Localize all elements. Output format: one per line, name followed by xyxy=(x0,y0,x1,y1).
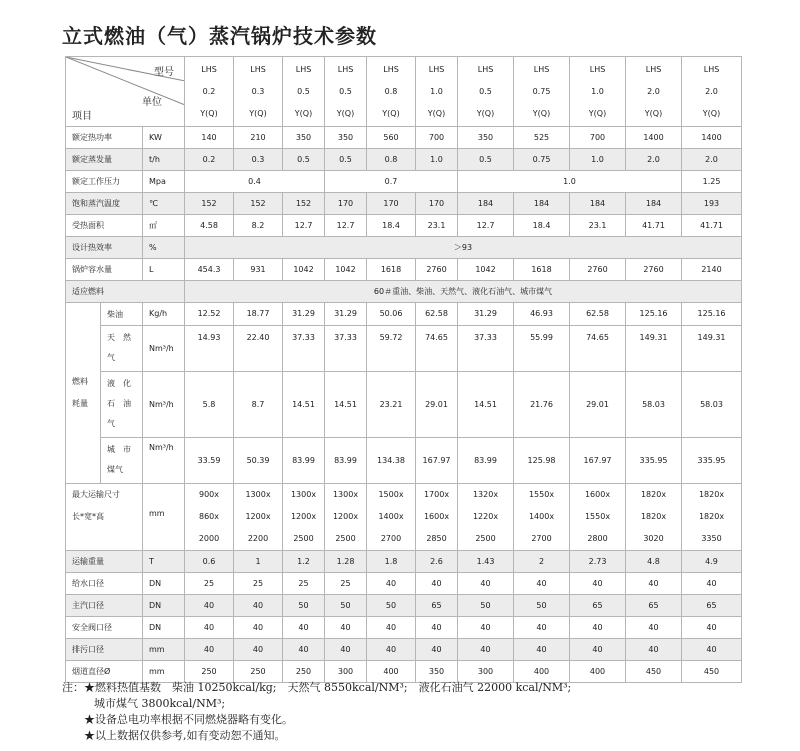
value-cell: 450 xyxy=(682,661,742,683)
value-cell: 184 xyxy=(514,193,570,215)
value-cell: 40 xyxy=(514,639,570,661)
value-cell: 0.5 xyxy=(325,149,367,171)
table-row xyxy=(66,259,742,281)
page-title: 立式燃油（气）蒸汽锅炉技术参数 xyxy=(62,24,377,48)
row-unit: T xyxy=(143,551,185,573)
value-cell: 1820x 1820x 3350 xyxy=(682,484,742,551)
table-row xyxy=(66,149,742,171)
table-row xyxy=(66,281,742,303)
row-unit: Kg/h xyxy=(143,303,185,326)
value-cell: 50.39 xyxy=(234,438,283,484)
value-cell: 5.8 xyxy=(185,372,234,438)
row-label: 烟道直径Ø xyxy=(66,661,143,683)
value-cell: 400 xyxy=(514,661,570,683)
value-cell: 40 xyxy=(626,617,682,639)
value-cell: 560 xyxy=(367,127,416,149)
item-label: 项目 xyxy=(72,111,92,122)
value-cell: 1.0 xyxy=(458,171,682,193)
value-cell: 1320x 1220x 2500 xyxy=(458,484,514,551)
value-cell: 74.65 xyxy=(416,326,458,372)
note-line: 城市煤气 3800kcal/NM³; xyxy=(94,697,226,710)
value-cell: 0.2 xyxy=(185,149,234,171)
value-cell: 2140 xyxy=(682,259,742,281)
value-cell: 40 xyxy=(570,573,626,595)
table-row xyxy=(66,573,742,595)
value-cell: 40 xyxy=(367,639,416,661)
value-cell: 33.59 xyxy=(185,438,234,484)
value-cell: 2760 xyxy=(416,259,458,281)
value-cell: 170 xyxy=(367,193,416,215)
value-cell: 25 xyxy=(325,573,367,595)
table-row xyxy=(66,372,742,438)
value-cell: 40 xyxy=(367,573,416,595)
value-cell: 700 xyxy=(570,127,626,149)
value-cell: 40 xyxy=(682,639,742,661)
value-cell: 300 xyxy=(458,661,514,683)
value-cell: 58.03 xyxy=(626,372,682,438)
row-label: 适应燃料 xyxy=(66,281,185,303)
value-cell: 1700x 1600x 2850 xyxy=(416,484,458,551)
row-unit: DN xyxy=(143,595,185,617)
value-cell: 29.01 xyxy=(416,372,458,438)
value-cell: 0.6 xyxy=(185,551,234,573)
row-unit: ℃ xyxy=(143,193,185,215)
value-cell: 46.93 xyxy=(514,303,570,326)
value-cell: 65 xyxy=(570,595,626,617)
value-cell: 400 xyxy=(367,661,416,683)
value-cell: 1820x 1820x 3020 xyxy=(626,484,682,551)
value-cell: 65 xyxy=(682,595,742,617)
table-row xyxy=(66,127,742,149)
row-label: 额定蒸发量 xyxy=(66,149,143,171)
value-cell: 2760 xyxy=(626,259,682,281)
value-cell: 1.0 xyxy=(416,149,458,171)
table-row xyxy=(66,215,742,237)
value-cell: 62.58 xyxy=(570,303,626,326)
value-cell: 250 xyxy=(283,661,325,683)
row-label: 设计热效率 xyxy=(66,237,143,259)
spec-table xyxy=(65,56,742,683)
row-unit: mm xyxy=(143,661,185,683)
row-label: 安全阀口径 xyxy=(66,617,143,639)
model-header: LHS 2.0 Y(Q) xyxy=(626,57,682,127)
value-cell: 1300x 1200x 2200 xyxy=(234,484,283,551)
table-row xyxy=(66,484,742,551)
value-cell: 1618 xyxy=(514,259,570,281)
value-cell: 83.99 xyxy=(325,438,367,484)
table-row xyxy=(66,326,742,372)
value-cell: 41.71 xyxy=(682,215,742,237)
value-cell: 40 xyxy=(514,573,570,595)
value-cell: 25 xyxy=(234,573,283,595)
model-header: LHS 2.0 Y(Q) xyxy=(682,57,742,127)
header-corner xyxy=(66,57,185,127)
row-unit: % xyxy=(143,237,185,259)
row-label: 饱和蒸汽温度 xyxy=(66,193,143,215)
value-cell: 18.4 xyxy=(514,215,570,237)
row-label: 锅炉容水量 xyxy=(66,259,143,281)
value-cell: 210 xyxy=(234,127,283,149)
value-cell: 14.51 xyxy=(325,372,367,438)
value-cell: 40 xyxy=(185,595,234,617)
value-cell: 2.0 xyxy=(626,149,682,171)
value-cell: 1618 xyxy=(367,259,416,281)
value-cell: 152 xyxy=(185,193,234,215)
value-cell: 2760 xyxy=(570,259,626,281)
value-cell: 40 xyxy=(682,617,742,639)
value-cell: 12.7 xyxy=(325,215,367,237)
value-cell: 1.43 xyxy=(458,551,514,573)
value-cell: 1500x 1400x 2700 xyxy=(367,484,416,551)
value-cell: 1042 xyxy=(458,259,514,281)
value-cell: 1 xyxy=(234,551,283,573)
row-label: 最大运输尺寸 长*宽*高 xyxy=(66,484,143,551)
consumption-label: 燃料 耗量 xyxy=(66,303,101,484)
table-row xyxy=(66,57,742,127)
value-cell: 40 xyxy=(367,617,416,639)
value-cell: 1400 xyxy=(626,127,682,149)
value-cell: 184 xyxy=(570,193,626,215)
value-cell: 40 xyxy=(570,639,626,661)
value-cell: 29.01 xyxy=(570,372,626,438)
fuel-type-label: 天 然 气 xyxy=(101,326,143,372)
value-cell: 152 xyxy=(283,193,325,215)
value-cell: 1300x 1200x 2500 xyxy=(325,484,367,551)
row-label: 给水口径 xyxy=(66,573,143,595)
table-row xyxy=(66,639,742,661)
value-cell: 170 xyxy=(325,193,367,215)
value-cell: 1.2 xyxy=(283,551,325,573)
value-cell: 18.77 xyxy=(234,303,283,326)
model-label: 型号 xyxy=(154,67,174,78)
row-unit: DN xyxy=(143,573,185,595)
value-cell: 0.3 xyxy=(234,149,283,171)
value-cell: 0.8 xyxy=(367,149,416,171)
value-cell: 40 xyxy=(682,573,742,595)
value-cell: 525 xyxy=(514,127,570,149)
value-cell: 40 xyxy=(185,617,234,639)
table-row xyxy=(66,171,742,193)
value-cell: 184 xyxy=(626,193,682,215)
value-cell: 37.33 xyxy=(325,326,367,372)
value-cell: 0.75 xyxy=(514,149,570,171)
model-header: LHS 0.5 Y(Q) xyxy=(325,57,367,127)
value-cell: 83.99 xyxy=(283,438,325,484)
value-cell: 0.7 xyxy=(325,171,458,193)
row-unit: DN xyxy=(143,617,185,639)
value-cell: 40 xyxy=(458,639,514,661)
note-line: ★以上数据仅供参考,如有变动恕不通知。 xyxy=(84,729,286,742)
value-cell: 40 xyxy=(325,617,367,639)
value-cell: 335.95 xyxy=(626,438,682,484)
value-cell: 50 xyxy=(514,595,570,617)
value-cell: 40 xyxy=(514,617,570,639)
value-cell: 83.99 xyxy=(458,438,514,484)
notes xyxy=(62,680,571,744)
value-cell: 250 xyxy=(185,661,234,683)
model-header: LHS 0.5 Y(Q) xyxy=(458,57,514,127)
value-cell: 149.31 xyxy=(626,326,682,372)
value-cell: 62.58 xyxy=(416,303,458,326)
value-cell: 2.73 xyxy=(570,551,626,573)
model-header: LHS 1.0 Y(Q) xyxy=(416,57,458,127)
row-unit: Nm³/h xyxy=(143,438,185,484)
value-cell: 40 xyxy=(234,617,283,639)
model-header: LHS 0.3 Y(Q) xyxy=(234,57,283,127)
value-cell: 931 xyxy=(234,259,283,281)
value-cell: 170 xyxy=(416,193,458,215)
value-cell: 40 xyxy=(416,617,458,639)
table-body xyxy=(66,57,742,683)
value-cell: 65 xyxy=(416,595,458,617)
value-cell: 0.5 xyxy=(458,149,514,171)
value-cell: 40 xyxy=(283,617,325,639)
value-cell: 50 xyxy=(458,595,514,617)
value-cell: 65 xyxy=(626,595,682,617)
value-cell: 1400 xyxy=(682,127,742,149)
value-cell: 12.7 xyxy=(458,215,514,237)
value-cell: 22.40 xyxy=(234,326,283,372)
row-label: 受热面积 xyxy=(66,215,143,237)
value-cell: 1550x 1400x 2700 xyxy=(514,484,570,551)
value-cell: 1042 xyxy=(283,259,325,281)
value-cell: 40 xyxy=(185,639,234,661)
value-cell: 40 xyxy=(458,573,514,595)
value-cell: 21.76 xyxy=(514,372,570,438)
value-cell: 40 xyxy=(325,639,367,661)
value-cell: 23.1 xyxy=(416,215,458,237)
value-cell: 40 xyxy=(626,573,682,595)
value-cell: 300 xyxy=(325,661,367,683)
value-cell: 450 xyxy=(626,661,682,683)
value-cell: 12.52 xyxy=(185,303,234,326)
table-row xyxy=(66,595,742,617)
value-cell: 193 xyxy=(682,193,742,215)
value-cell: 1.28 xyxy=(325,551,367,573)
value-cell: 40 xyxy=(234,595,283,617)
value-cell: 50 xyxy=(325,595,367,617)
value-cell: 25 xyxy=(283,573,325,595)
unit-label: 单位 xyxy=(142,97,162,108)
value-cell: 350 xyxy=(458,127,514,149)
row-label: 额定工作压力 xyxy=(66,171,143,193)
row-unit: KW xyxy=(143,127,185,149)
value-cell: 40 xyxy=(283,639,325,661)
row-unit: t/h xyxy=(143,149,185,171)
value-cell: 14.51 xyxy=(458,372,514,438)
value-cell: ＞93 xyxy=(185,237,742,259)
model-header: LHS 0.2 Y(Q) xyxy=(185,57,234,127)
value-cell: 37.33 xyxy=(458,326,514,372)
fuel-type-label: 柴油 xyxy=(101,303,143,326)
value-cell: 40 xyxy=(458,617,514,639)
row-unit: L xyxy=(143,259,185,281)
table-row xyxy=(66,551,742,573)
value-cell: 60＃重油、柴油、天然气、液化石油气、城市煤气 xyxy=(185,281,742,303)
value-cell: 134.38 xyxy=(367,438,416,484)
note-line: ★设备总电功率根据不同燃烧器略有变化。 xyxy=(84,713,293,726)
value-cell: 55.99 xyxy=(514,326,570,372)
value-cell: 1042 xyxy=(325,259,367,281)
value-cell: 23.21 xyxy=(367,372,416,438)
row-unit: Mpa xyxy=(143,171,185,193)
table-row xyxy=(66,303,742,326)
value-cell: 74.65 xyxy=(570,326,626,372)
value-cell: 400 xyxy=(570,661,626,683)
row-label: 额定热功率 xyxy=(66,127,143,149)
row-unit: ㎡ xyxy=(143,215,185,237)
value-cell: 2.6 xyxy=(416,551,458,573)
row-unit: mm xyxy=(143,484,185,551)
model-header: LHS 0.5 Y(Q) xyxy=(283,57,325,127)
value-cell: 31.29 xyxy=(458,303,514,326)
value-cell: 350 xyxy=(283,127,325,149)
table-row xyxy=(66,617,742,639)
value-cell: 1.25 xyxy=(682,171,742,193)
value-cell: 140 xyxy=(185,127,234,149)
value-cell: 59.72 xyxy=(367,326,416,372)
table-row xyxy=(66,237,742,259)
value-cell: 125.98 xyxy=(514,438,570,484)
value-cell: 31.29 xyxy=(283,303,325,326)
value-cell: 0.4 xyxy=(185,171,325,193)
value-cell: 1300x 1200x 2500 xyxy=(283,484,325,551)
value-cell: 167.97 xyxy=(416,438,458,484)
value-cell: 4.8 xyxy=(626,551,682,573)
value-cell: 900x 860x 2000 xyxy=(185,484,234,551)
row-label: 排污口径 xyxy=(66,639,143,661)
value-cell: 125.16 xyxy=(626,303,682,326)
value-cell: 1.8 xyxy=(367,551,416,573)
note-line: 注：★燃料热值基数 柴油 10250kcal/kg; 天然气 8550kcal/NM³; 液化石油气 22000 kcal/NM³; xyxy=(62,681,572,694)
table-row xyxy=(66,193,742,215)
value-cell: 40 xyxy=(234,639,283,661)
value-cell: 1600x 1550x 2800 xyxy=(570,484,626,551)
model-header: LHS 1.0 Y(Q) xyxy=(570,57,626,127)
row-unit: mm xyxy=(143,639,185,661)
model-header: LHS 0.75 Y(Q) xyxy=(514,57,570,127)
value-cell: 25 xyxy=(185,573,234,595)
value-cell: 23.1 xyxy=(570,215,626,237)
value-cell: 350 xyxy=(416,661,458,683)
value-cell: 14.51 xyxy=(283,372,325,438)
value-cell: 40 xyxy=(416,573,458,595)
value-cell: 125.16 xyxy=(682,303,742,326)
value-cell: 31.29 xyxy=(325,303,367,326)
value-cell: 2 xyxy=(514,551,570,573)
row-label: 运输重量 xyxy=(66,551,143,573)
value-cell: 1.0 xyxy=(570,149,626,171)
value-cell: 14.93 xyxy=(185,326,234,372)
value-cell: 41.71 xyxy=(626,215,682,237)
table-row xyxy=(66,438,742,484)
fuel-type-label: 城 市 煤气 xyxy=(101,438,143,484)
value-cell: 8.7 xyxy=(234,372,283,438)
value-cell: 250 xyxy=(234,661,283,683)
value-cell: 149.31 xyxy=(682,326,742,372)
value-cell: 40 xyxy=(626,639,682,661)
value-cell: 50 xyxy=(283,595,325,617)
value-cell: 454.3 xyxy=(185,259,234,281)
value-cell: 152 xyxy=(234,193,283,215)
value-cell: 167.97 xyxy=(570,438,626,484)
value-cell: 40 xyxy=(570,617,626,639)
value-cell: 58.03 xyxy=(682,372,742,438)
value-cell: 4.9 xyxy=(682,551,742,573)
value-cell: 350 xyxy=(325,127,367,149)
row-label: 主汽口径 xyxy=(66,595,143,617)
value-cell: 8.2 xyxy=(234,215,283,237)
row-unit: Nm³/h xyxy=(143,372,185,438)
value-cell: 184 xyxy=(458,193,514,215)
value-cell: 50.06 xyxy=(367,303,416,326)
value-cell: 12.7 xyxy=(283,215,325,237)
row-unit: Nm³/h xyxy=(143,326,185,372)
value-cell: 18.4 xyxy=(367,215,416,237)
model-header: LHS 0.8 Y(Q) xyxy=(367,57,416,127)
value-cell: 50 xyxy=(367,595,416,617)
value-cell: 2.0 xyxy=(682,149,742,171)
value-cell: 37.33 xyxy=(283,326,325,372)
value-cell: 335.95 xyxy=(682,438,742,484)
value-cell: 0.5 xyxy=(283,149,325,171)
value-cell: 700 xyxy=(416,127,458,149)
value-cell: 4.58 xyxy=(185,215,234,237)
fuel-type-label: 液 化 石 油 气 xyxy=(101,372,143,438)
value-cell: 40 xyxy=(416,639,458,661)
